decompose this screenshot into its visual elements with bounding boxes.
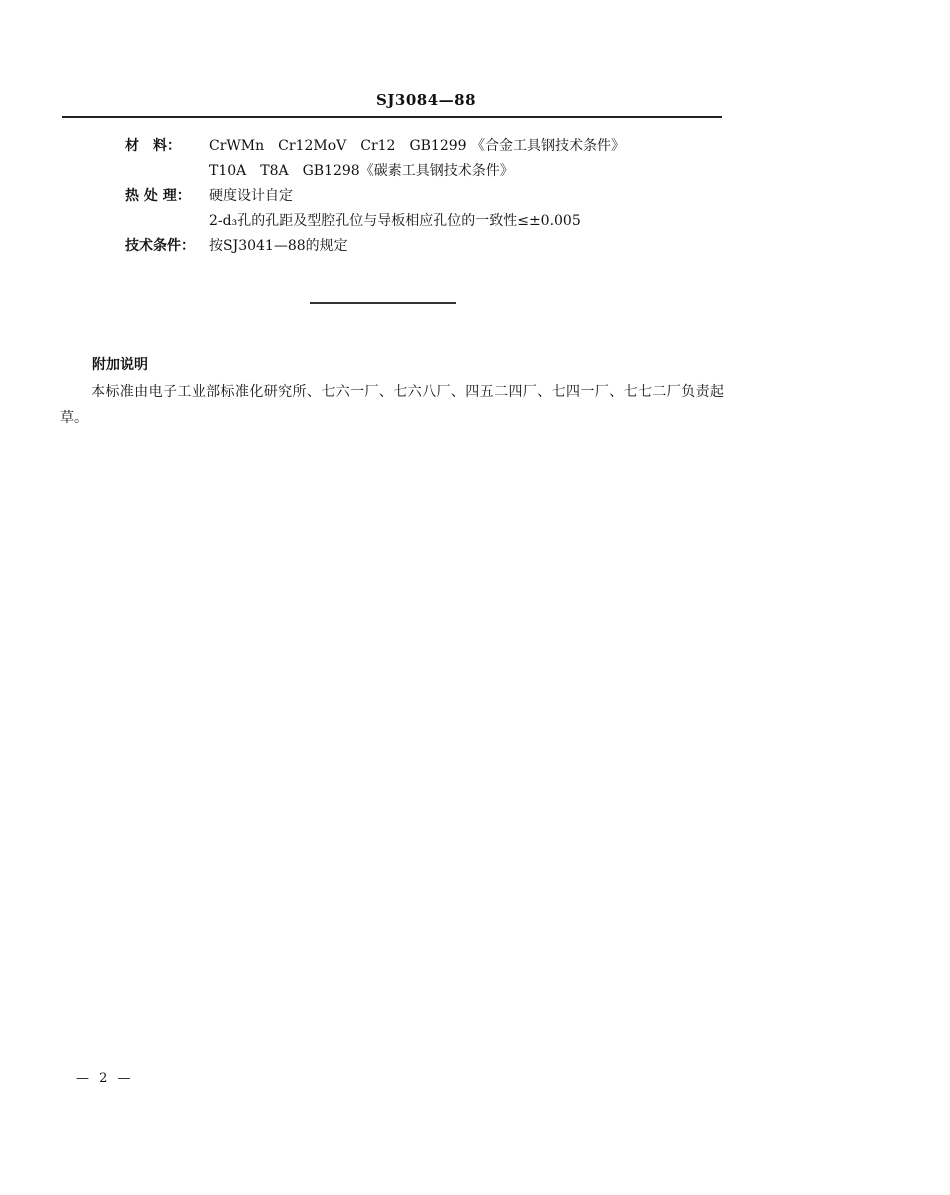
material-value-line2: T10A T8A GB1298《碳素工具钢技术条件》 [209, 163, 514, 179]
header-divider [62, 116, 722, 118]
heat-treatment-value-line1: 硬度设计自定 [209, 188, 293, 204]
note-title: 附加说明 [92, 357, 148, 373]
material-value-line1: CrWMn Cr12MoV Cr12 GB1299 《合金工具钢技术条件》 [209, 138, 626, 154]
tech-conditions-label: 技术条件： [125, 238, 195, 254]
heat-treatment-label: 热 处 理： [125, 188, 191, 204]
note-body: 本标准由电子工业部标准化研究所、七六一厂、七六八厂、四五二四厂、七四一厂、七七二厂负责起草。 [60, 384, 724, 426]
standard-code: SJ3084—88 [376, 91, 477, 109]
heat-treatment-value-line2: 2-d₃孔的孔距及型腔孔位与导板相应孔位的一致性≤±0.005 [209, 213, 581, 229]
material-label: 材 料： [125, 138, 181, 154]
tech-conditions-row [125, 237, 348, 255]
section-divider [310, 302, 456, 304]
material-row [125, 137, 625, 155]
tech-conditions-value: 按SJ3041—88的规定 [209, 238, 348, 254]
page-number: — 2 — [76, 1071, 134, 1086]
heat-treatment-row [125, 187, 293, 205]
